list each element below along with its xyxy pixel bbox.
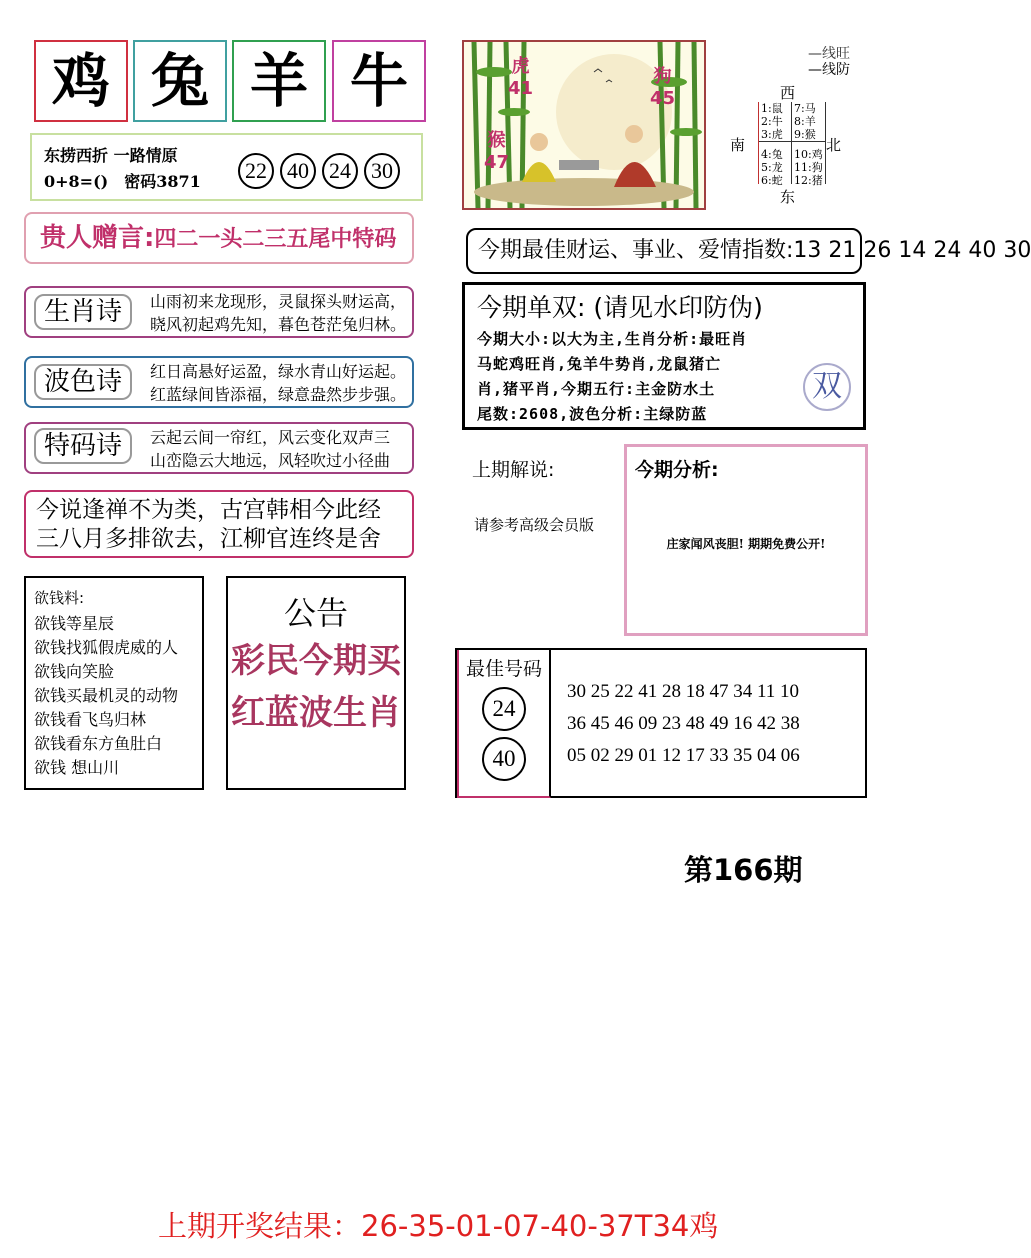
best-numbers-label: 最佳号码: [465, 658, 542, 680]
poem-line: 红日高悬好运盈，绿水青山好运起。: [150, 362, 407, 381]
vip-note: 请参考高级会员版: [474, 516, 595, 534]
zodiac-box-4: 牛: [332, 40, 426, 122]
compass-cell: 10:鸡: [794, 148, 823, 161]
poem-tag: 特码诗: [34, 428, 132, 464]
compass-legend: [808, 46, 850, 78]
special-poem: [24, 422, 414, 474]
analysis-heading: 今期分析:: [635, 459, 719, 481]
money-line: 欲钱找狐假虎威的人: [34, 638, 179, 657]
info-line-1: 东捞西折 一路情原: [44, 146, 178, 165]
poem-line: 晓风初起鸡先知，暮色苍茫兔归林。: [150, 315, 407, 334]
money-line: 欲钱看飞鸟归林: [34, 710, 147, 729]
number-ball: 30: [364, 153, 400, 189]
info-line-2: 0+8=() 密码3871: [44, 172, 201, 191]
riddle-box: [24, 490, 414, 558]
number-ball: 24: [482, 687, 526, 731]
money-line: 欲钱向笑脸: [34, 662, 115, 681]
poem-line: 山雨初来龙现形，灵鼠探头财运高，: [150, 292, 407, 311]
pic-label-tl: [508, 56, 533, 100]
gift-words-banner: [24, 212, 414, 264]
last-result: 上期开奖结果：26-35-01-07-40-37T34鸡: [158, 1209, 719, 1243]
money-line: 欲钱 想山川: [34, 758, 120, 777]
compass-cell: 8:羊: [794, 115, 816, 128]
pic-label-number: 45: [650, 88, 676, 109]
compass-cell: 9:猴: [792, 128, 825, 142]
fortune-index-label: 今期最佳财运、事业、爱情指数:: [478, 238, 794, 263]
info-balls: [238, 153, 400, 189]
pic-label-name: 狗: [653, 66, 672, 87]
compass-north: 北: [826, 136, 842, 154]
zodiac-box-2: 兔: [133, 40, 227, 122]
compass-cell: 2:牛: [761, 115, 783, 128]
poem-line: 云起云间一帘红，风云变化双声三: [150, 428, 391, 447]
compass-cell: 3:虎: [759, 128, 791, 142]
legend-guard: —线防: [808, 62, 850, 78]
poem-tag: 生肖诗: [34, 294, 132, 330]
notice-box: [226, 576, 406, 790]
double-badge: 双: [803, 363, 851, 411]
riddle-line: 今说逢禅不为类，古宫韩相今此经: [36, 497, 381, 523]
notice-title: 公告: [283, 594, 348, 632]
pic-label-tr: [650, 66, 675, 110]
compass-col-left: [758, 102, 792, 187]
pic-label-bl: [484, 130, 509, 174]
riddle-line: 三八月多排欲去，江柳官连终是舍: [36, 526, 381, 552]
compass-cell: 4:兔: [761, 148, 783, 161]
odd-even-heading: 今期单双: (请见水印防伪): [477, 293, 763, 322]
compass-chart: [730, 40, 890, 210]
compass-cell: 7:马: [794, 102, 816, 115]
compass-cell: 6:蛇: [761, 174, 783, 187]
compass-cell: 12:猪: [794, 174, 823, 187]
scene-picture: [462, 40, 706, 210]
odd-even-line: 肖,猪平肖,今期五行:主金防水土: [477, 380, 716, 398]
best-numbers: [455, 648, 867, 798]
zodiac-box-1: 鸡: [34, 40, 128, 122]
fortune-index-values: 13 21 26 14 24 40 30: [793, 238, 1031, 263]
number-ball: 22: [238, 153, 274, 189]
info-box: [30, 133, 423, 201]
compass-col-right: [792, 102, 826, 187]
compass-west: 西: [780, 84, 796, 102]
compass-cell: 11:狗: [794, 161, 823, 174]
money-line: 欲钱等星辰: [34, 614, 115, 633]
fortune-index: [466, 228, 1031, 274]
number-ball: 40: [482, 737, 526, 781]
poem-line: 山峦隐云大地远，风轻吹过小径曲: [150, 451, 391, 470]
analysis-box: [624, 444, 868, 636]
compass-cell: 5:龙: [761, 161, 783, 174]
compass-cell: 1:鼠: [761, 102, 783, 115]
analysis-message: 庄家闻风丧胆! 期期免费公开!: [666, 537, 826, 551]
numbers-row: 36 45 46 09 23 48 49 16 42 38: [567, 713, 800, 734]
number-ball: 24: [322, 153, 358, 189]
zodiac-poem: [24, 286, 414, 338]
compass-south: 南: [730, 136, 746, 154]
zodiac-box-3: 羊: [232, 40, 326, 122]
gift-words-text: 四二一头二三五尾中特码: [154, 227, 397, 252]
legend-prosper: —线旺: [808, 46, 850, 62]
notice-line: 红蓝波生肖: [231, 693, 401, 733]
issue-number: 第166期: [684, 853, 803, 887]
numbers-row: 30 25 22 41 28 18 47 34 11 10: [567, 681, 800, 702]
pic-label-name: 猴: [487, 130, 506, 151]
best-numbers-grid: [567, 676, 800, 772]
number-ball: 40: [280, 153, 316, 189]
pic-label-number: 41: [508, 78, 534, 99]
best-numbers-side: [457, 650, 551, 798]
money-line: 欲钱买最机灵的动物: [34, 686, 179, 705]
numbers-row: 05 02 29 01 12 17 33 35 04 06: [567, 745, 800, 766]
odd-even-line: 今期大小:以大为主,生肖分析:最旺肖: [477, 330, 748, 348]
gift-words-prefix: 贵人赠言:: [40, 223, 155, 253]
notice-line: 彩民今期买: [231, 641, 401, 681]
pic-label-name: 虎: [511, 56, 530, 77]
money-line: 欲钱看东方鱼肚白: [34, 734, 163, 753]
color-poem: [24, 356, 414, 408]
last-period-label: 上期解说:: [472, 459, 555, 481]
compass-east: 东: [780, 188, 796, 206]
money-header: 欲钱料:: [34, 589, 85, 607]
poem-line: 红蓝绿间皆添福，绿意盎然步步强。: [150, 385, 407, 404]
money-clues: [24, 576, 204, 790]
odd-even-line: 尾数:2608,波色分析:主绿防蓝: [477, 405, 708, 423]
odd-even-box: [462, 282, 866, 430]
poem-tag: 波色诗: [34, 364, 132, 400]
odd-even-line: 马蛇鸡旺肖,兔羊牛势肖,龙鼠猪亡: [477, 355, 722, 373]
pic-label-number: 47: [484, 152, 510, 173]
